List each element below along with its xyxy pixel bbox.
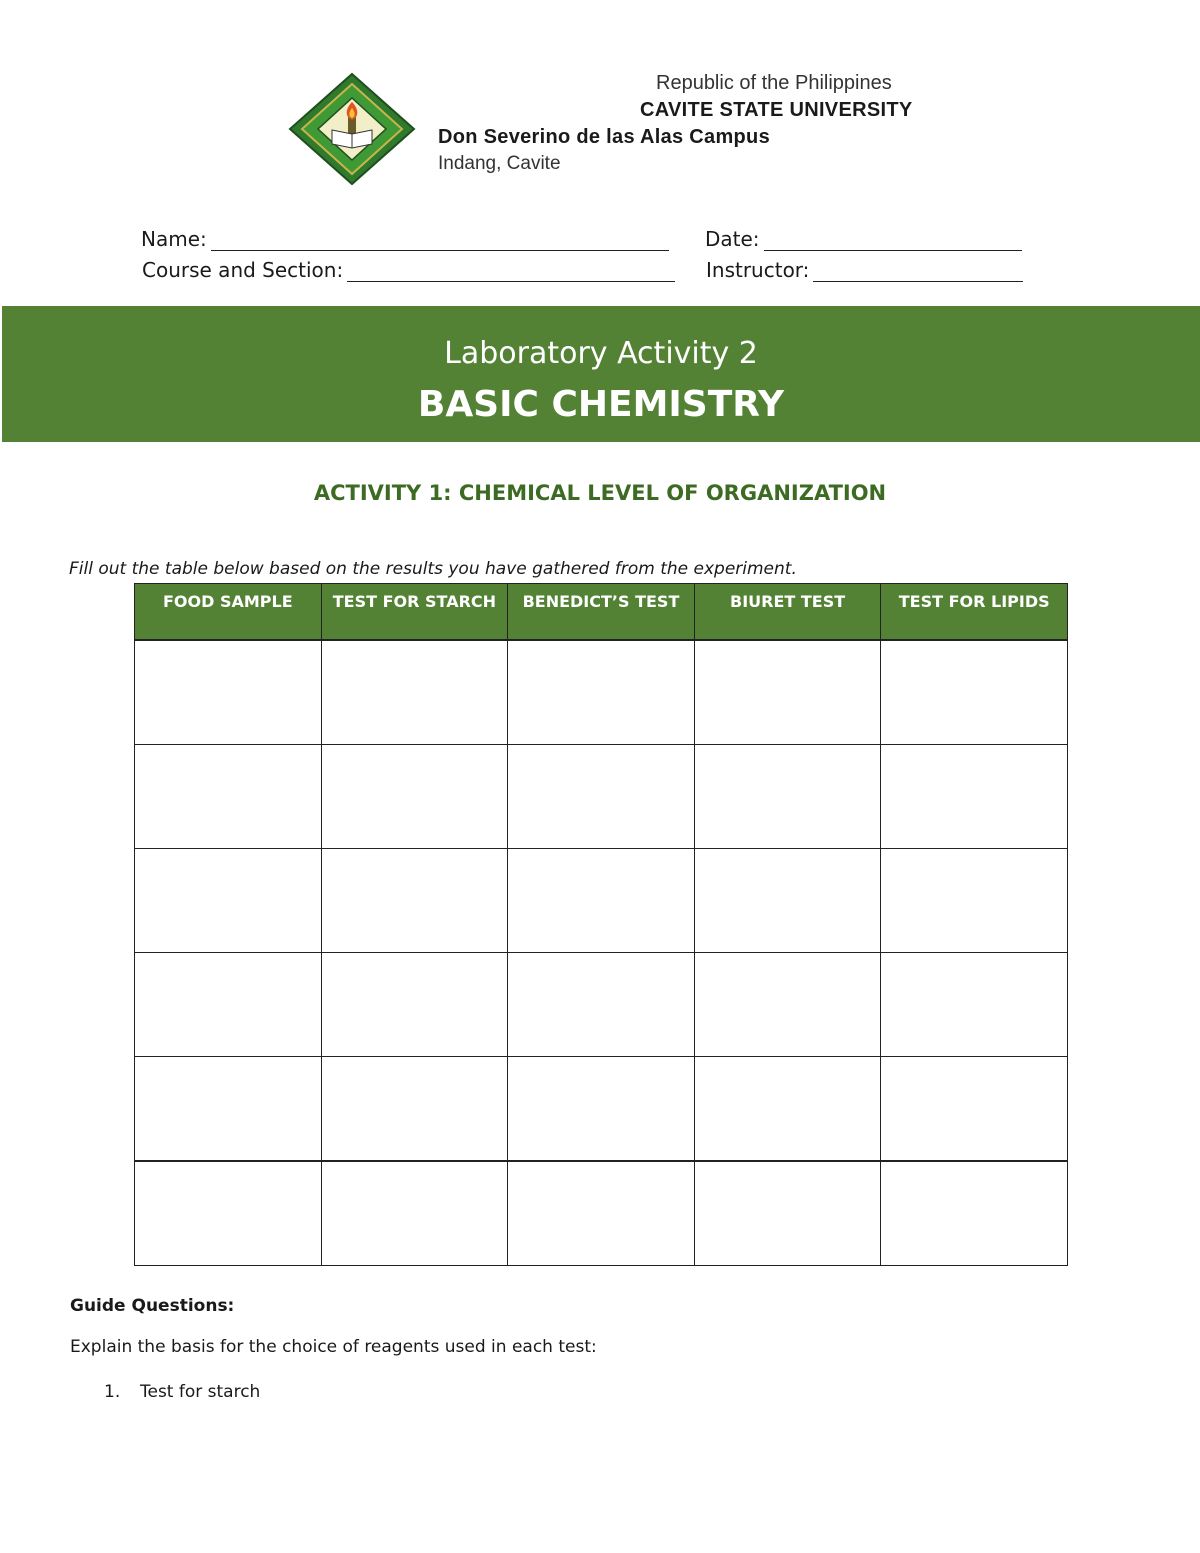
- instructor-input-line[interactable]: [813, 261, 1023, 282]
- course-section-label: Course and Section:: [142, 258, 344, 282]
- activity-title: ACTIVITY 1: CHEMICAL LEVEL OF ORGANIZATION: [313, 481, 887, 505]
- title-banner: [2, 306, 1200, 442]
- activity-instruction: Fill out the table below based on the results you have gathered from the experiment.: [69, 559, 797, 579]
- table-cell[interactable]: [508, 640, 695, 745]
- university-seal-logo: [288, 72, 416, 186]
- table-row: [135, 849, 1068, 953]
- table-cell[interactable]: [694, 849, 881, 953]
- table-cell[interactable]: [135, 745, 322, 849]
- table-cell[interactable]: [881, 1161, 1068, 1266]
- table-cell[interactable]: [881, 849, 1068, 953]
- table-cell[interactable]: [321, 953, 508, 1057]
- table-cell[interactable]: [694, 1161, 881, 1266]
- results-table: [134, 583, 1068, 1266]
- header-republic: Republic of the Philippines: [656, 72, 892, 94]
- table-cell[interactable]: [135, 1057, 322, 1162]
- guide-question-item: [104, 1382, 260, 1402]
- guide-questions-intro: Explain the basis for the choice of reagents used in each test:: [70, 1337, 597, 1357]
- guide-questions-heading: Guide Questions:: [70, 1296, 235, 1316]
- table-cell[interactable]: [694, 640, 881, 745]
- table-cell[interactable]: [321, 745, 508, 849]
- instructor-field: [706, 258, 1023, 282]
- banner-subtitle: Laboratory Activity 2: [444, 336, 758, 371]
- table-cell[interactable]: [881, 1057, 1068, 1162]
- table-cell[interactable]: [508, 745, 695, 849]
- table-cell[interactable]: [508, 1057, 695, 1162]
- date-input-line[interactable]: [764, 230, 1022, 251]
- header-address: Indang, Cavite: [438, 153, 561, 174]
- name-field: [141, 227, 669, 251]
- table-row: [135, 953, 1068, 1057]
- date-field: [705, 227, 1022, 251]
- table-cell[interactable]: [321, 640, 508, 745]
- table-row: [135, 1161, 1068, 1266]
- name-label: Name:: [141, 227, 207, 251]
- table-cell[interactable]: [508, 849, 695, 953]
- table-cell[interactable]: [694, 1057, 881, 1162]
- table-cell[interactable]: [694, 745, 881, 849]
- date-label: Date:: [705, 227, 760, 251]
- guide-question-text: Test for starch: [140, 1382, 261, 1402]
- header-food-sample: FOOD SAMPLE: [135, 584, 322, 641]
- table-cell[interactable]: [508, 1161, 695, 1266]
- table-cell[interactable]: [881, 640, 1068, 745]
- table-row: [135, 1057, 1068, 1162]
- table-cell[interactable]: [135, 953, 322, 1057]
- table-row: [135, 745, 1068, 849]
- table-cell[interactable]: [135, 640, 322, 745]
- header-campus: Don Severino de las Alas Campus: [438, 126, 770, 148]
- table-row: [135, 640, 1068, 745]
- header-test-for-lipids: TEST FOR LIPIDS: [881, 584, 1068, 641]
- table-cell[interactable]: [321, 1161, 508, 1266]
- table-cell[interactable]: [321, 1057, 508, 1162]
- table-cell[interactable]: [135, 849, 322, 953]
- table-cell[interactable]: [321, 849, 508, 953]
- course-section-input-line[interactable]: [347, 261, 675, 282]
- guide-question-number: 1.: [104, 1382, 121, 1402]
- header-university-name: CAVITE STATE UNIVERSITY: [640, 99, 913, 121]
- header-benedicts-test: BENEDICT’S TEST: [508, 584, 695, 641]
- banner-title: BASIC CHEMISTRY: [417, 384, 785, 425]
- header-biuret-test: BIURET TEST: [694, 584, 881, 641]
- table-cell[interactable]: [694, 953, 881, 1057]
- course-section-field: [142, 258, 675, 282]
- name-input-line[interactable]: [211, 230, 669, 251]
- table-cell[interactable]: [881, 745, 1068, 849]
- header-test-for-starch: TEST FOR STARCH: [321, 584, 508, 641]
- table-cell[interactable]: [135, 1161, 322, 1266]
- table-cell[interactable]: [508, 953, 695, 1057]
- table-header-row: [135, 584, 1068, 641]
- instructor-label: Instructor:: [706, 258, 810, 282]
- table-cell[interactable]: [881, 953, 1068, 1057]
